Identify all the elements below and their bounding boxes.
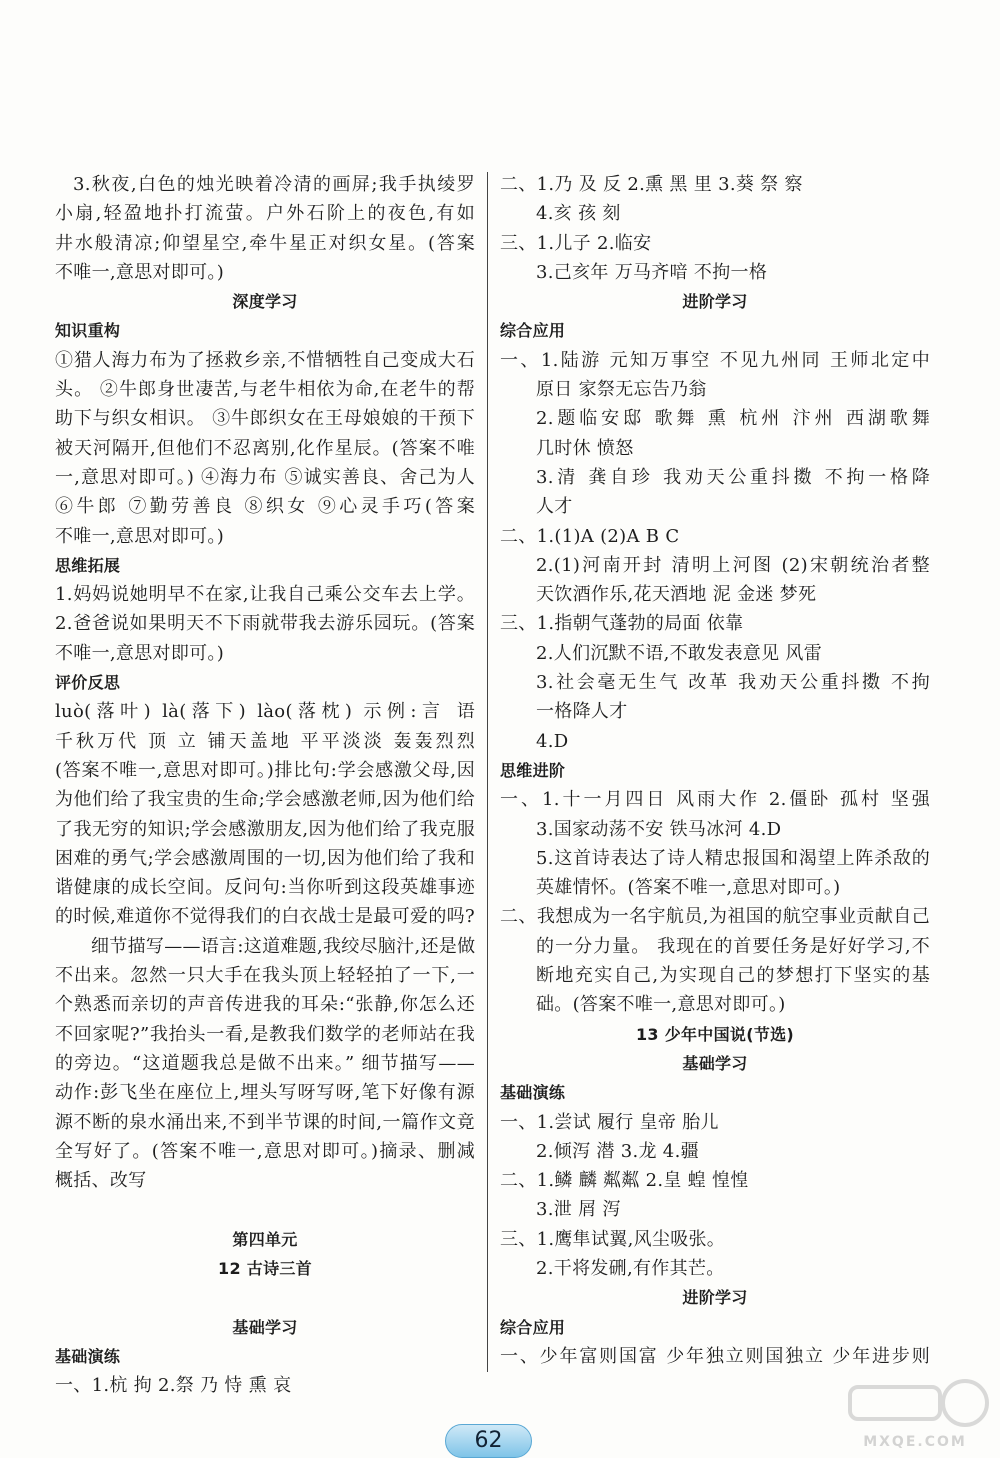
right-column xyxy=(500,170,930,1371)
text-line: 被天河隔开,但他们不忍离别,化作星辰。(答案不唯 xyxy=(55,437,475,459)
text-line: (答案不唯一,意思对即可。)排比句:学会感激父母,因 xyxy=(55,759,475,781)
text-line: 3.清 龚自珍 我劝天公重抖擞 不拘一格降 xyxy=(536,466,930,488)
text-line: 一、1.十一月四日 风雨大作 2.僵卧 孤村 坚强 xyxy=(500,789,930,811)
watermark-text: MXQE.COM xyxy=(863,1434,967,1450)
page-number: 62 xyxy=(445,1424,532,1458)
text-line: 3.国家动荡不安 铁马冰河 4.D xyxy=(536,818,782,840)
section-heading: 进阶学习 xyxy=(682,292,748,312)
text-line: 全写好了。(答案不唯一,意思对即可。)摘录、删减 xyxy=(55,1140,475,1162)
text-line: 助下与织女相识。 ③牛郎织女在王母娘娘的干预下 xyxy=(55,408,475,430)
text-line: 一、少年富则国富 少年独立则国独立 少年进步则 xyxy=(500,1345,930,1367)
watermark-logo-icon xyxy=(840,1375,990,1430)
text-line: 的旁边。“这道题我总是做不出来。” 细节描写—— xyxy=(55,1052,475,1074)
text-line: 二、1.(1)A (2)A B C xyxy=(500,525,680,547)
text-line: 2.题临安邸 歌舞 熏 杭州 汴州 西湖歌舞 xyxy=(536,408,930,430)
text-line xyxy=(55,1283,475,1312)
text-line: 不唯一,意思对即可。) xyxy=(55,525,225,547)
text-line: 一,意思对即可。) ④海力布 ⑤诚实善良、舍己为人 xyxy=(55,466,475,488)
text-line: 头。 ②牛郎身世凄苦,与老牛相依为命,在老牛的帮 xyxy=(55,379,475,401)
section-heading: 深度学习 xyxy=(232,292,298,312)
text-line: 天饮酒作乐,花天酒地 泥 金迷 梦死 xyxy=(536,584,817,606)
text-line: 二、我想成为一名宇航员,为祖国的航空事业贡献自己 xyxy=(500,906,930,928)
text-line: 了我无穷的知识;学会感激朋友,因为他们给了我克服 xyxy=(55,818,475,840)
section-heading: 思维拓展 xyxy=(55,555,121,575)
text-line: 4.亥 孩 刻 xyxy=(536,203,621,225)
text-line: 千秋万代 顶 立 铺天盖地 平平淡淡 轰轰烈烈 xyxy=(55,730,475,752)
text-line: 2.干将发硎,有作其芒。 xyxy=(536,1257,725,1279)
section-heading: 进阶学习 xyxy=(682,1288,748,1308)
text-line: 1.妈妈说她明早不在家,让我自己乘公交车去上学。 xyxy=(55,584,475,606)
section-heading: 评价反思 xyxy=(55,673,121,693)
text-line: 三、1.鹰隼试翼,风尘吸张。 xyxy=(500,1228,726,1250)
text-line: 一、1.杭 拘 2.祭 乃 恃 熏 哀 xyxy=(55,1375,292,1397)
watermark-logo xyxy=(840,1375,990,1450)
text-line: ⑥牛郎 ⑦勤劳善良 ⑧织女 ⑨心灵手巧(答案 xyxy=(55,496,475,518)
section-heading: 第四单元 xyxy=(232,1229,298,1249)
text-line: 不唯一,意思对即可。) xyxy=(55,642,225,664)
text-line: 小扇,轻盈地扑打流萤。户外石阶上的夜色,有如 xyxy=(55,203,475,225)
section-heading: 12 古诗三首 xyxy=(218,1258,312,1278)
text-line: 人才 xyxy=(536,496,573,518)
text-line: 的时候,难道你不觉得我们的白衣战士是最可爱的吗? xyxy=(55,906,475,928)
text-line: 2.人们沉默不语,不敢发表意见 风雷 xyxy=(536,642,823,664)
text-line: 为他们给了我宝贵的生命;学会感激老师,因为他们给 xyxy=(55,789,475,811)
text-line: 一、1.陆游 元知万事空 不见九州同 王师北定中 xyxy=(500,349,930,371)
text-line: 细节描写——语言:这道难题,我绞尽脑汁,还是做 xyxy=(91,935,475,957)
text-line: 困难的勇气;学会感激周围的一切,因为他们给了我和 xyxy=(55,847,475,869)
text-line: 2.爸爸说如果明天不下雨就带我去游乐园玩。(答案 xyxy=(55,613,475,635)
text-line: 不出来。忽然一只大手在我头顶上轻轻拍了一下,一 xyxy=(55,965,475,987)
text-line: ①猎人海力布为了拯救乡亲,不惜牺牲自己变成大石 xyxy=(55,349,475,371)
section-heading: 知识重构 xyxy=(55,321,121,341)
section-heading: 综合应用 xyxy=(500,1317,566,1337)
text-line: 4.D xyxy=(536,730,569,752)
text-line xyxy=(55,1195,475,1224)
section-heading: 综合应用 xyxy=(500,321,566,341)
text-line: 3.己亥年 万马齐喑 不拘一格 xyxy=(536,261,768,283)
text-line: 3.秋夜,白色的烛光映着冷清的画屏;我手执绫罗 xyxy=(73,174,475,195)
text-line: 3.社会毫无生气 改革 我劝天公重抖擞 不拘 xyxy=(536,672,930,694)
text-line: 概括、改写 xyxy=(55,1170,147,1192)
text-line: 个熟悉而亲切的声音传进我的耳朵:“张静,你怎么还 xyxy=(55,994,475,1016)
text-line: 三、1.指朝气蓬勃的局面 依靠 xyxy=(500,613,744,635)
text-line: 二、1.乃 及 反 2.熏 黑 里 3.葵 祭 察 xyxy=(500,174,803,195)
text-line: luò(落叶) là(落下) lào(落枕) 示例:言 语 xyxy=(55,701,475,723)
left-column xyxy=(55,170,475,1400)
text-line: 一、1.尝试 履行 皇帝 胎儿 xyxy=(500,1111,719,1133)
text-line: 源不断的泉水涌出来,不到半节课的时间,一篇作文竟 xyxy=(55,1111,475,1133)
text-line: 断地充实自己,为实现自己的梦想打下坚实的基 xyxy=(536,965,930,987)
text-line: 础。(答案不唯一,意思对即可。) xyxy=(536,994,786,1016)
text-line: 不唯一,意思对即可。) xyxy=(55,261,225,283)
text-line: 2.(1)河南开封 清明上河图 (2)宋朝统治者整 xyxy=(536,554,930,576)
section-heading: 基础演练 xyxy=(500,1083,566,1103)
section-heading: 13 少年中国说(节选) xyxy=(635,1024,795,1044)
text-line: 英雄情怀。(答案不唯一,意思对即可。) xyxy=(536,877,841,899)
text-line: 2.倾泻 潜 3.龙 4.疆 xyxy=(536,1140,699,1162)
text-line: 井水般清凉;仰望星空,牵牛星正对织女星。(答案 xyxy=(55,232,475,254)
text-line: 三、1.儿子 2.临安 xyxy=(500,232,652,254)
text-line: 一格降人才 xyxy=(536,701,628,723)
text-line: 的一分力量。 我现在的首要任务是好好学习,不 xyxy=(536,935,930,957)
section-heading: 思维进阶 xyxy=(500,760,566,780)
text-line: 不回家呢?”我抬头一看,是教我们数学的老师站在我 xyxy=(55,1023,475,1045)
section-heading: 基础学习 xyxy=(232,1317,298,1337)
text-line: 5.这首诗表达了诗人精忠报国和渴望上阵杀敌的 xyxy=(536,847,930,869)
text-line: 动作:彭飞坐在座位上,埋头写呀写呀,笔下好像有源 xyxy=(55,1082,475,1104)
column-divider xyxy=(487,172,488,1372)
text-line: 原日 家祭无忘告乃翁 xyxy=(536,379,707,401)
text-line: 二、1.鳞 麟 粼粼 2.皇 蝗 惶惶 xyxy=(500,1170,749,1192)
text-line: 谐健康的成长空间。反问句:当你听到这段英雄事迹 xyxy=(55,877,475,899)
section-heading: 基础学习 xyxy=(682,1053,748,1073)
text-line: 3.泄 屑 泻 xyxy=(536,1199,621,1221)
section-heading: 基础演练 xyxy=(55,1346,121,1366)
text-line: 几时休 愤怒 xyxy=(536,437,634,459)
